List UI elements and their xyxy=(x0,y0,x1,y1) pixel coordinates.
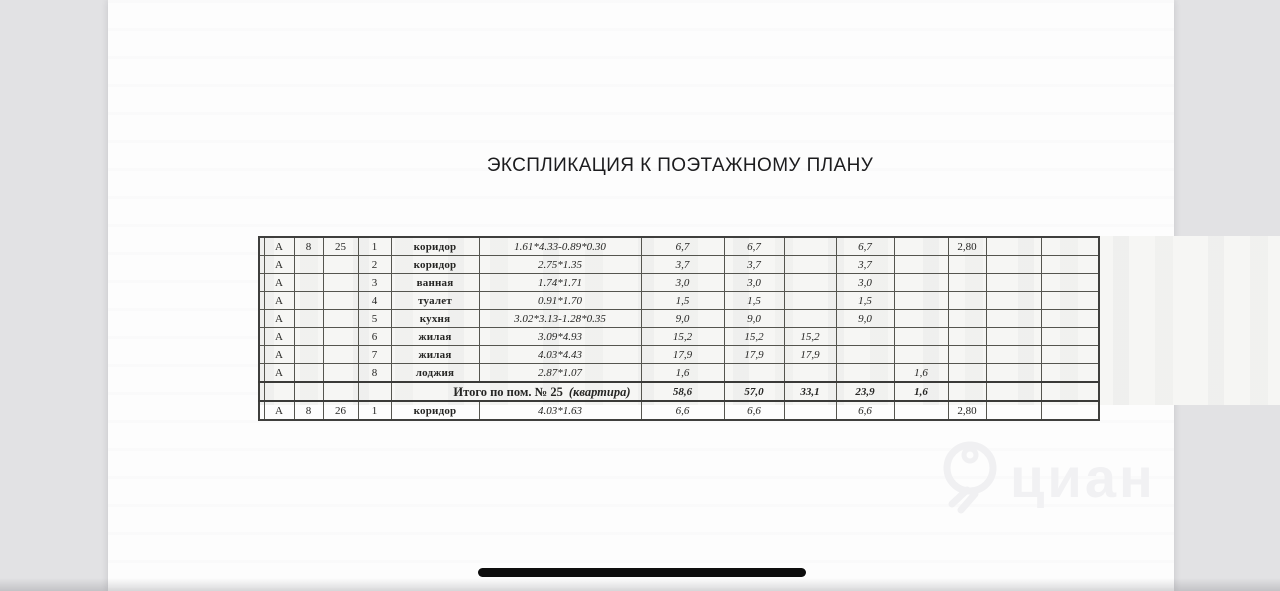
table-row-clipped xyxy=(259,401,1099,420)
cell-area-loggia xyxy=(894,292,948,310)
cell-empty xyxy=(1041,310,1099,328)
cell-empty xyxy=(264,382,294,401)
cell-ceiling-height xyxy=(948,274,986,292)
cell-apartment-no xyxy=(323,292,358,310)
table-row xyxy=(259,256,1099,274)
cell-area-living xyxy=(784,256,836,274)
cell-area-apartment: 6,7 xyxy=(724,237,784,256)
cell-empty xyxy=(1041,274,1099,292)
cell-room-name: коридор xyxy=(391,237,479,256)
cell-area-apartment: 3,0 xyxy=(724,274,784,292)
cell-room-name: жилая xyxy=(391,346,479,364)
cell-area-total: 1,5 xyxy=(641,292,724,310)
cell-floor xyxy=(294,364,323,383)
cell-floor: 8 xyxy=(294,401,323,420)
cell-plan-no: 8 xyxy=(358,364,391,383)
cell-ceiling-height: 2,80 xyxy=(948,401,986,420)
cell-floor xyxy=(294,328,323,346)
total-note: (квартира) xyxy=(568,384,631,399)
cell-plan-no: 2 xyxy=(358,256,391,274)
cell-room-name: ванная xyxy=(391,274,479,292)
cell-empty xyxy=(948,382,986,401)
cell-ceiling-height xyxy=(948,364,986,383)
cell-total-label xyxy=(391,382,641,401)
cell-area-formula: 1.61*4.33-0.89*0.30 xyxy=(479,237,641,256)
cell-empty xyxy=(986,310,1041,328)
cell-area-living: 17,9 xyxy=(784,346,836,364)
cell-area-apartment: 17,9 xyxy=(724,346,784,364)
cell-empty xyxy=(1041,382,1099,401)
cell-area-apartment xyxy=(724,364,784,383)
cell-liter: А xyxy=(264,328,294,346)
cell-area-aux: 3,0 xyxy=(836,274,894,292)
cell-room-name: туалет xyxy=(391,292,479,310)
cell-room-name: жилая xyxy=(391,328,479,346)
cell-area-total: 6,7 xyxy=(641,237,724,256)
cell-area-formula: 0.91*1.70 xyxy=(479,292,641,310)
cell-area-aux xyxy=(836,364,894,383)
cell-area-apartment: 6,6 xyxy=(724,401,784,420)
cell-area-formula: 4.03*4.43 xyxy=(479,346,641,364)
cell-room-name: кухня xyxy=(391,310,479,328)
total-label: Итого по пом. № 25 xyxy=(453,384,563,399)
cian-watermark-text: циан xyxy=(1010,446,1156,509)
cell-area-living xyxy=(784,310,836,328)
cell-apartment-no xyxy=(323,346,358,364)
cell-area-aux: 6,7 xyxy=(836,237,894,256)
cell-apartment-no xyxy=(323,328,358,346)
cell-area-apartment: 3,7 xyxy=(724,256,784,274)
table-row xyxy=(259,310,1099,328)
cell-plan-no: 3 xyxy=(358,274,391,292)
cell-apartment-no xyxy=(323,274,358,292)
table-row xyxy=(259,364,1099,383)
cell-area-loggia xyxy=(894,401,948,420)
cell-area-formula: 4.03*1.63 xyxy=(479,401,641,420)
cell-empty xyxy=(986,382,1041,401)
cell-plan-no: 5 xyxy=(358,310,391,328)
home-indicator-bar[interactable] xyxy=(478,568,806,577)
cell-liter: А xyxy=(264,274,294,292)
cell-floor xyxy=(294,310,323,328)
cell-floor: 8 xyxy=(294,237,323,256)
cell-ceiling-height xyxy=(948,256,986,274)
cell-liter: А xyxy=(264,292,294,310)
cell-area-total: 15,2 xyxy=(641,328,724,346)
cell-empty xyxy=(1041,328,1099,346)
cell-empty xyxy=(1041,346,1099,364)
cell-empty xyxy=(1041,237,1099,256)
cell-area-aux xyxy=(836,346,894,364)
cell-area-apartment: 15,2 xyxy=(724,328,784,346)
cell-plan-no: 4 xyxy=(358,292,391,310)
cell-room-name: коридор xyxy=(391,256,479,274)
table-row xyxy=(259,328,1099,346)
cell-ceiling-height xyxy=(948,310,986,328)
cell-apartment-no xyxy=(323,310,358,328)
cell-plan-no: 1 xyxy=(358,401,391,420)
cell-apartment-no: 26 xyxy=(323,401,358,420)
cell-area-apartment: 1,5 xyxy=(724,292,784,310)
cell-area-loggia xyxy=(894,274,948,292)
cell-plan-no: 7 xyxy=(358,346,391,364)
cell-plan-no: 6 xyxy=(358,328,391,346)
cell-liter: А xyxy=(264,346,294,364)
cell-liter: А xyxy=(264,310,294,328)
cell-area-formula: 2.75*1.35 xyxy=(479,256,641,274)
cell-area-formula: 2.87*1.07 xyxy=(479,364,641,383)
cell-apartment-no xyxy=(323,364,358,383)
cell-area-total: 6,6 xyxy=(641,401,724,420)
cell-floor xyxy=(294,292,323,310)
cell-room-name: лоджия xyxy=(391,364,479,383)
cell-floor xyxy=(294,346,323,364)
cell-area-living xyxy=(784,401,836,420)
cell-area-living: 33,1 xyxy=(784,382,836,401)
cell-area-loggia xyxy=(894,237,948,256)
table-row xyxy=(259,346,1099,364)
cell-liter: А xyxy=(264,364,294,383)
explication-table xyxy=(258,236,1100,421)
cell-area-total: 17,9 xyxy=(641,346,724,364)
cell-ceiling-height: 2,80 xyxy=(948,237,986,256)
cell-area-total: 3,7 xyxy=(641,256,724,274)
cell-area-living xyxy=(784,364,836,383)
table-row xyxy=(259,237,1099,256)
cell-empty xyxy=(986,328,1041,346)
cell-area-apartment: 57,0 xyxy=(724,382,784,401)
scanned-explication-table xyxy=(258,236,1280,417)
cell-area-total: 3,0 xyxy=(641,274,724,292)
cell-area-living xyxy=(784,237,836,256)
cell-empty xyxy=(986,237,1041,256)
cell-area-loggia xyxy=(894,328,948,346)
cell-empty xyxy=(986,292,1041,310)
cell-empty xyxy=(986,274,1041,292)
cell-area-loggia xyxy=(894,310,948,328)
cell-ceiling-height xyxy=(948,346,986,364)
cell-apartment-no: 25 xyxy=(323,237,358,256)
table-row xyxy=(259,274,1099,292)
cell-area-loggia: 1,6 xyxy=(894,364,948,383)
table-total-row xyxy=(259,382,1099,401)
cell-ceiling-height xyxy=(948,328,986,346)
cell-area-total: 9,0 xyxy=(641,310,724,328)
cell-empty xyxy=(323,382,358,401)
cian-pin-logo-icon xyxy=(934,438,998,518)
cell-empty xyxy=(986,256,1041,274)
cell-area-aux: 9,0 xyxy=(836,310,894,328)
cell-apartment-no xyxy=(323,256,358,274)
document-title: ЭКСПЛИКАЦИЯ К ПОЭТАЖНОМУ ПЛАНУ xyxy=(486,155,874,176)
cell-area-formula: 3.02*3.13-1.28*0.35 xyxy=(479,310,641,328)
cell-ceiling-height xyxy=(948,292,986,310)
cell-area-loggia xyxy=(894,346,948,364)
cell-liter: А xyxy=(264,256,294,274)
cell-empty xyxy=(1041,364,1099,383)
cell-floor xyxy=(294,274,323,292)
cell-liter: А xyxy=(264,237,294,256)
cell-area-aux: 1,5 xyxy=(836,292,894,310)
cell-area-aux: 3,7 xyxy=(836,256,894,274)
cell-area-loggia: 1,6 xyxy=(894,382,948,401)
cell-area-apartment: 9,0 xyxy=(724,310,784,328)
table-row xyxy=(259,292,1099,310)
cell-empty xyxy=(1041,292,1099,310)
cell-area-total: 58,6 xyxy=(641,382,724,401)
cell-area-aux: 23,9 xyxy=(836,382,894,401)
cell-area-formula: 3.09*4.93 xyxy=(479,328,641,346)
cell-empty xyxy=(986,364,1041,383)
cell-room-name: коридор xyxy=(391,401,479,420)
cell-empty xyxy=(1041,401,1099,420)
cell-area-formula: 1.74*1.71 xyxy=(479,274,641,292)
cell-empty xyxy=(1041,256,1099,274)
cell-area-living xyxy=(784,274,836,292)
cell-empty xyxy=(294,382,323,401)
cian-watermark xyxy=(934,438,1156,518)
cell-empty xyxy=(358,382,391,401)
cell-floor xyxy=(294,256,323,274)
cell-empty xyxy=(986,346,1041,364)
cell-area-total: 1,6 xyxy=(641,364,724,383)
cell-plan-no: 1 xyxy=(358,237,391,256)
cell-area-living: 15,2 xyxy=(784,328,836,346)
cell-area-living xyxy=(784,292,836,310)
cell-area-aux: 6,6 xyxy=(836,401,894,420)
cell-liter: А xyxy=(264,401,294,420)
cell-area-loggia xyxy=(894,256,948,274)
document-page xyxy=(108,0,1174,591)
cell-empty xyxy=(986,401,1041,420)
cell-area-aux xyxy=(836,328,894,346)
